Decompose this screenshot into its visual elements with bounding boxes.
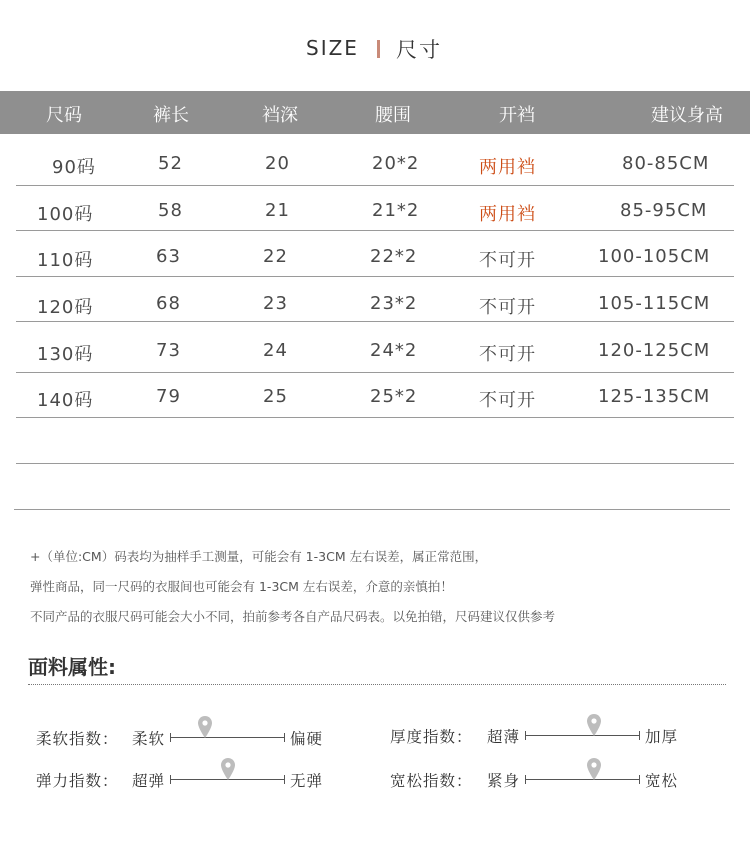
row-divider [16, 463, 734, 464]
location-pin-icon [198, 716, 212, 738]
row-divider [16, 372, 734, 373]
looseness-scale [525, 773, 640, 787]
elasticity-left: 超弹 [132, 772, 166, 790]
size-table-header [0, 91, 750, 134]
table-row: 120码 68 23 23*2 不可开 105-115CM [37, 293, 711, 318]
header-rise: 裆深 [262, 105, 298, 126]
header-crotch: 开裆 [499, 105, 535, 126]
table-bottom-divider [14, 509, 730, 510]
note-line: 弹性商品，同一尺码的衣服间也可能会有 1-3CM 左右误差，介意的亲慎拍！ [30, 579, 453, 594]
table-row: 90码 52 20 20*2 两用裆 80-85CM [52, 153, 710, 178]
header-height: 建议身高 [651, 105, 723, 126]
row-divider [16, 230, 734, 231]
location-pin-icon [221, 758, 235, 780]
fabric-title: 面料属性: [28, 655, 116, 679]
note-line: 不同产品的衣服尺码可能会大小不同，拍前参考各自产品尺码表。以免拍错，尺码建议仅供参考 [30, 609, 556, 624]
header-size: 尺码 [46, 105, 82, 126]
location-pin-icon [587, 714, 601, 736]
table-row: 140码 79 25 25*2 不可开 125-135CM [37, 386, 711, 411]
softness-scale [170, 731, 285, 745]
softness-label: 柔软指数： [36, 730, 119, 748]
looseness-right: 宽松 [645, 772, 679, 790]
header-length: 裤长 [153, 105, 189, 126]
title-cn: 尺寸 [396, 38, 442, 62]
thickness-scale [525, 729, 640, 743]
location-pin-icon [587, 758, 601, 780]
row-divider [16, 417, 734, 418]
thickness-label: 厚度指数： [390, 728, 473, 746]
table-row: 110码 63 22 22*2 不可开 100-105CM [37, 246, 711, 271]
table-row: 130码 73 24 24*2 不可开 120-125CM [37, 340, 711, 365]
title-divider [377, 40, 380, 58]
elasticity-label: 弹力指数： [36, 772, 119, 790]
row-divider [16, 276, 734, 277]
looseness-left: 紧身 [487, 772, 521, 790]
row-divider [16, 321, 734, 322]
dotted-divider [28, 684, 726, 685]
size-title [0, 30, 750, 66]
thickness-right: 加厚 [645, 728, 679, 746]
note-line: +（单位:CM）码表均为抽样手工测量，可能会有 1-3CM 左右误差，属正常范围， [30, 549, 488, 564]
table-row: 100码 58 21 21*2 两用裆 85-95CM [37, 200, 708, 225]
row-divider [16, 185, 734, 186]
softness-left: 柔软 [132, 730, 166, 748]
elasticity-right: 无弹 [290, 772, 324, 790]
header-waist: 腰围 [375, 105, 411, 126]
softness-right: 偏硬 [290, 730, 324, 748]
thickness-left: 超薄 [487, 728, 521, 746]
title-en: SIZE [306, 36, 359, 60]
looseness-label: 宽松指数： [390, 772, 473, 790]
